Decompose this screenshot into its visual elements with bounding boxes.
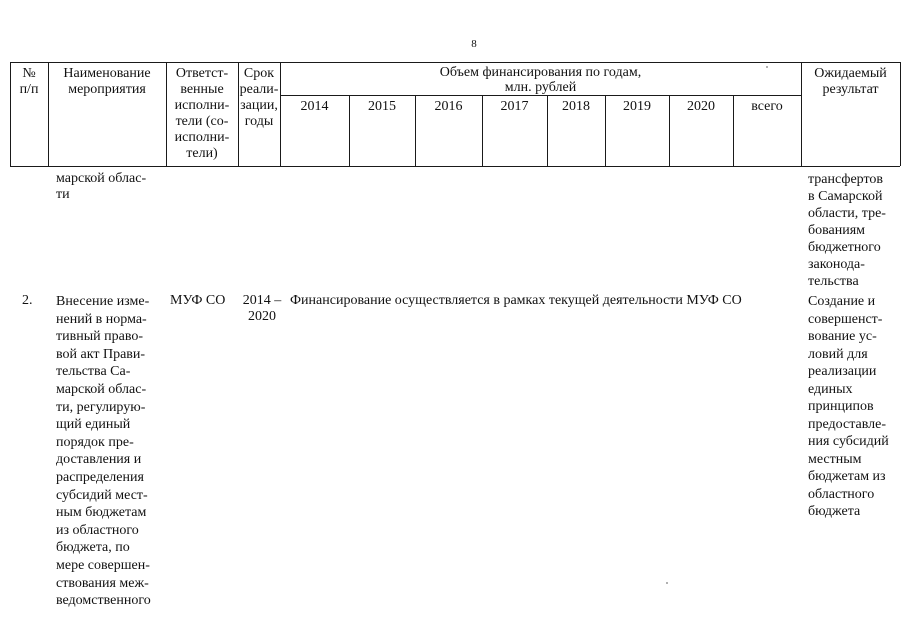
row2-result-cell: Создание и совершенст- вование ус- ловий для реализации единых принципов предоставле- ния субсидий местным бюджетам из областного бюджета [808,294,889,519]
scan-speck [766,66,768,68]
row-number: 2. [22,293,33,308]
header-responsible: Ответст- венные исполни- тели (со- исполни- тели) [174,66,230,161]
header-result: Ожидаемый результат [814,66,887,97]
years-header-border [280,95,801,96]
header-year-2019: 2019 [623,99,651,114]
header-funding: Объем финансирования по годам, млн. рублей [439,65,642,95]
header-year-2014: 2014 [300,99,329,114]
continued-result-cell: трансфертов в Самарской области, тре- бованиям бюджетного законода- тельства [808,172,886,289]
header-year-2017: 2017 [500,99,529,114]
table-top-border [10,62,900,63]
row2-term: 2014 – 2020 [242,293,282,324]
header-term: Срок реали- зации, годы [239,66,279,129]
scan-speck [666,582,668,584]
row2-funding-note: Финансирование осуществляется в рамках текущей деятельности МУФ СО [290,293,742,308]
row2-name-cell: Внесение изме- нений в норма- тивный право- вой акт Прави- тельства Са- марской облас- ти, регулирую- щий единый порядок пре- доставления и распределения субсидий мест- ным бюджетам из областного бюджета, по мере совершен- ствования меж- ведомственного [56,294,151,609]
header-year-2020: 2020 [687,99,715,114]
header-num: № п/п [19,66,39,97]
header-name: Наименование мероприятия [63,66,151,97]
header-year-total: всего [751,99,783,114]
header-bottom-border [10,166,900,167]
row2-responsible: МУФ СО [170,293,226,308]
page-number: 8 [471,38,477,50]
col-border-right [900,62,901,166]
header-year-2015: 2015 [368,99,396,114]
continued-name-cell: марской облас- ти [56,171,147,202]
header-year-2016: 2016 [434,99,463,114]
header-year-2018: 2018 [562,99,590,114]
